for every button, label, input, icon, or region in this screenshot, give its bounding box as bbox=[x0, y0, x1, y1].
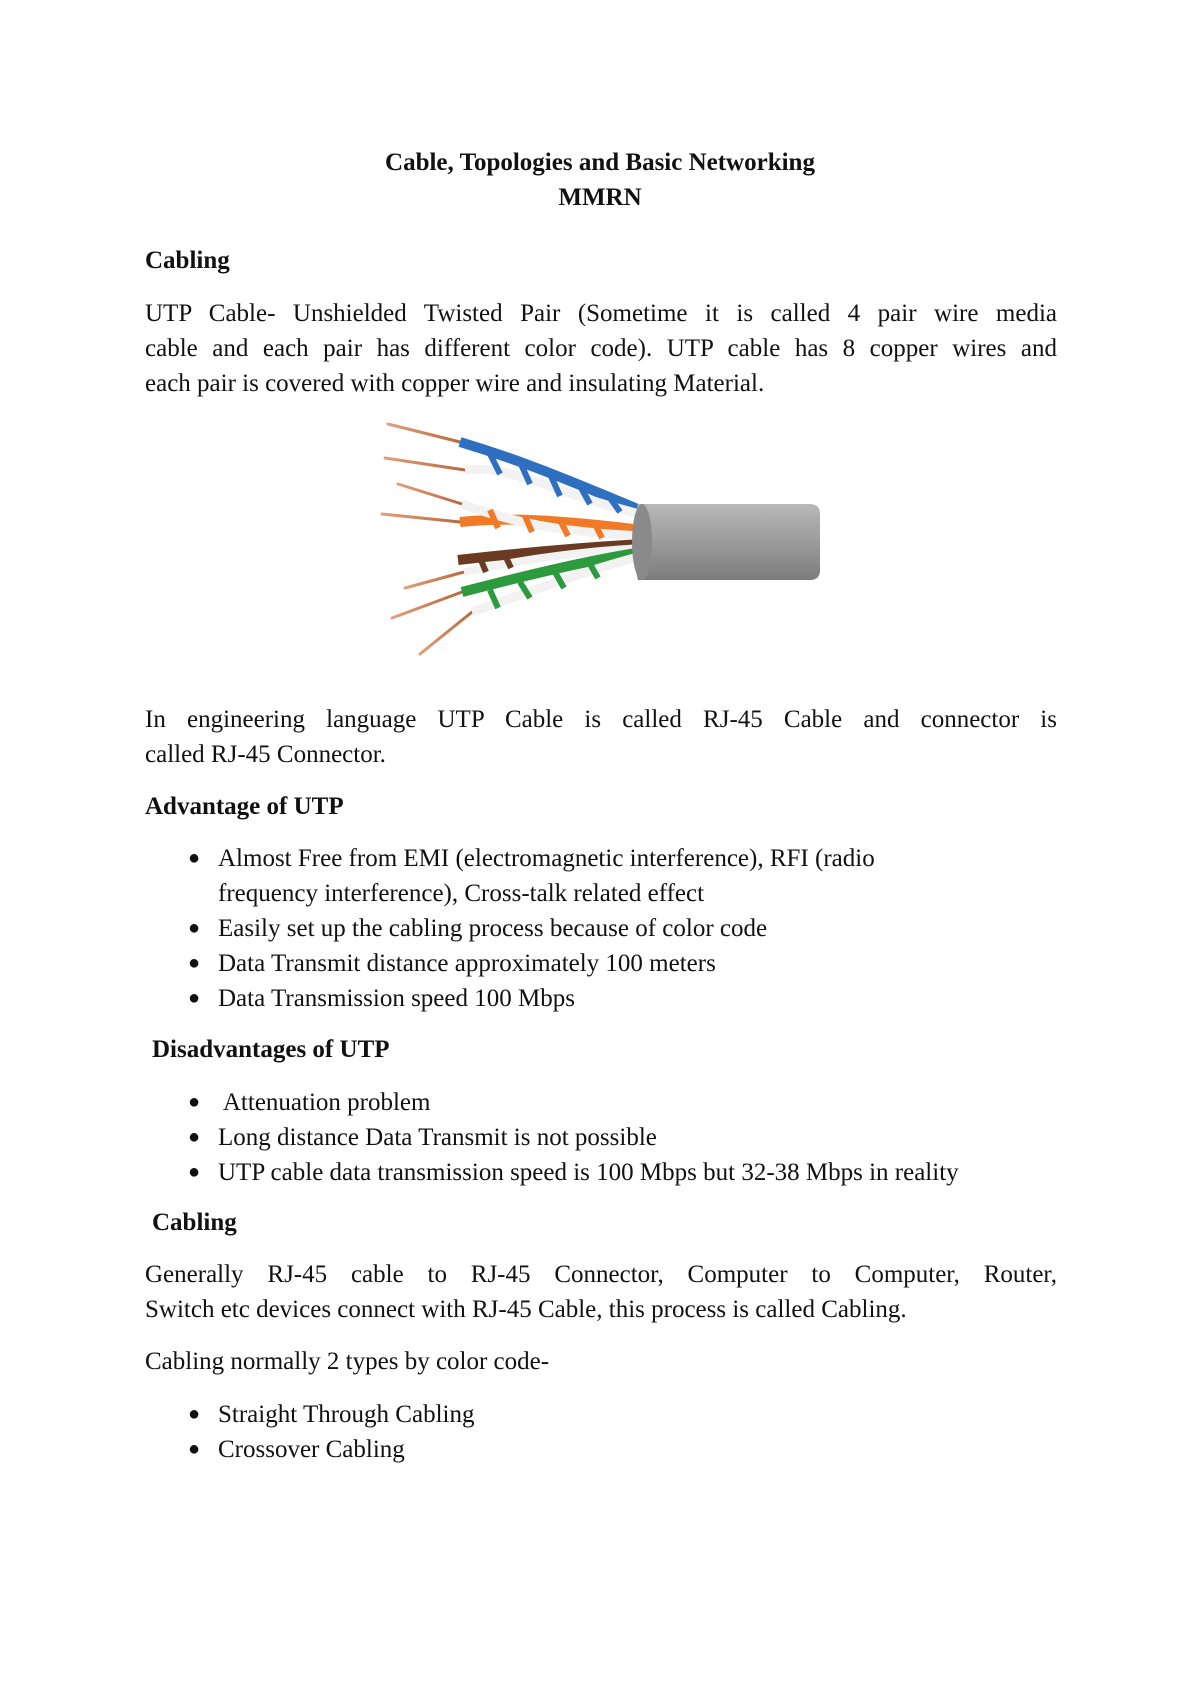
bullet-icon: ● bbox=[188, 952, 201, 974]
list-item: ● Easily set up the cabling process because of color code bbox=[218, 911, 875, 946]
heading-disadvantages: Disadvantages of UTP bbox=[152, 1036, 390, 1063]
rj45-line: called RJ-45 Connector. bbox=[145, 741, 386, 768]
bullet-icon: ● bbox=[188, 1438, 201, 1460]
bullet-icon: ● bbox=[188, 1091, 201, 1113]
list-item: ● Crossover Cabling bbox=[218, 1432, 474, 1467]
document-subtitle: MMRN bbox=[558, 184, 642, 211]
list-item: ● UTP cable data transmission speed is 100 Mbps but 32-38 Mbps in reality bbox=[218, 1155, 959, 1190]
intro-line: each pair is covered with copper wire and insulating Material. bbox=[145, 370, 765, 397]
bullet-icon: ● bbox=[188, 987, 201, 1009]
bullet-icon: ● bbox=[188, 847, 201, 869]
disadvantages-list bbox=[188, 1085, 959, 1190]
cabling-types-list bbox=[188, 1397, 475, 1467]
bullet-icon: ● bbox=[188, 1403, 201, 1425]
heading-cabling-2: Cabling bbox=[152, 1209, 237, 1236]
bullet-icon: ● bbox=[188, 1126, 201, 1148]
intro-line: cable and each pair has different color code). UTP cable has 8 copper wires and bbox=[145, 335, 1057, 362]
list-item: ● Data Transmission speed 100 Mbps bbox=[218, 981, 875, 1016]
heading-advantages: Advantage of UTP bbox=[145, 793, 344, 820]
list-item: ● Data Transmit distance approximately 100 meters bbox=[218, 946, 875, 981]
cabling-types-intro: Cabling normally 2 types by color code- bbox=[145, 1348, 550, 1375]
advantages-list bbox=[188, 841, 875, 1016]
cabling-line: Switch etc devices connect with RJ-45 Cable, this process is called Cabling. bbox=[145, 1296, 907, 1323]
rj45-line: In engineering language UTP Cable is called RJ-45 Cable and connector is bbox=[145, 706, 1057, 733]
intro-line: UTP Cable- Unshielded Twisted Pair (Sometime it is called 4 pair wire media bbox=[145, 300, 1057, 327]
list-item: ● Straight Through Cabling bbox=[218, 1397, 474, 1432]
document-title: Cable, Topologies and Basic Networking bbox=[385, 149, 815, 176]
utp-cable-photo bbox=[380, 412, 820, 674]
list-item: ● Attenuation problem bbox=[218, 1085, 959, 1120]
intro-paragraph bbox=[145, 296, 1057, 401]
bullet-icon: ● bbox=[188, 917, 201, 939]
list-item: ● Long distance Data Transmit is not possible bbox=[218, 1120, 959, 1155]
rj45-paragraph bbox=[145, 702, 1057, 772]
heading-cabling: Cabling bbox=[145, 247, 230, 274]
bullet-icon: ● bbox=[188, 1161, 201, 1183]
cabling-line: Generally RJ-45 cable to RJ-45 Connector, Computer to Computer, Router, bbox=[145, 1261, 1057, 1288]
list-item: ● Almost Free from EMI (electromagnetic interference), RFI (radio frequency interference), Cross-talk related effect bbox=[218, 841, 875, 911]
cabling-paragraph bbox=[145, 1257, 1057, 1327]
